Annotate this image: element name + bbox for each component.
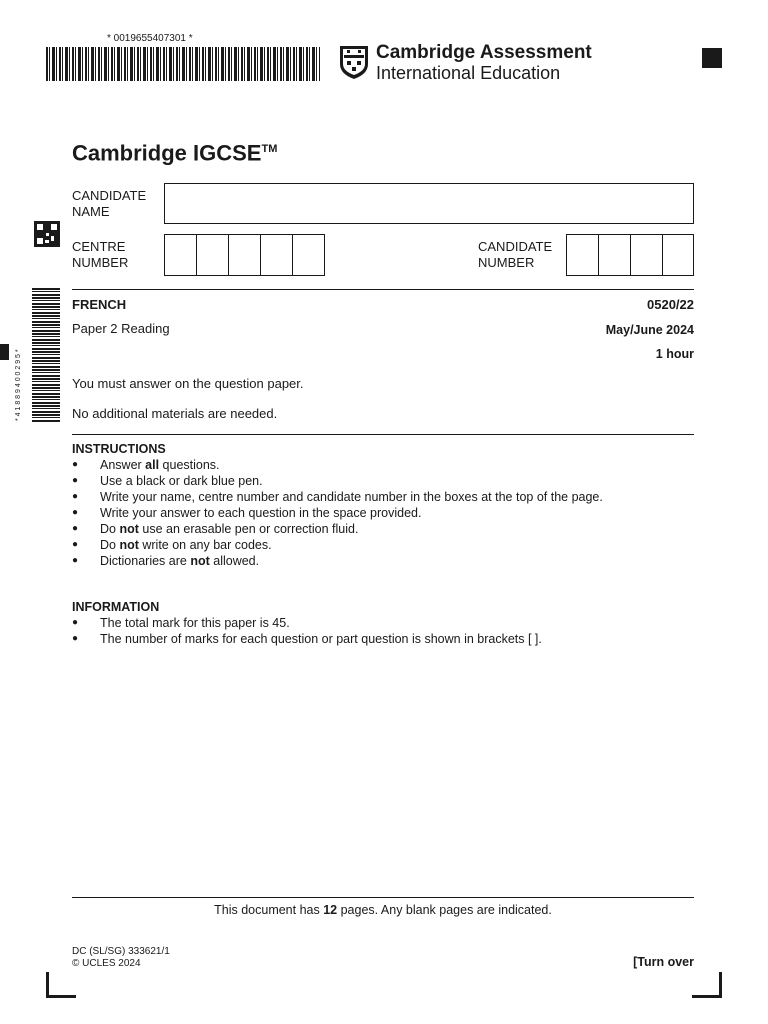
candidate-number-label: CANDIDATE NUMBER <box>478 239 553 270</box>
centre-number-box-3[interactable] <box>228 234 261 276</box>
list-item: ● The total mark for this paper is 45. <box>72 615 542 631</box>
edge-mark <box>0 344 9 360</box>
centre-number-box-1[interactable] <box>164 234 197 276</box>
answer-note: You must answer on the question paper. <box>72 376 304 391</box>
top-barcode <box>46 47 320 81</box>
exam-session: May/June 2024 <box>605 323 694 337</box>
registration-mark <box>702 48 722 68</box>
org-name-line2: International Education <box>376 63 561 83</box>
information-list <box>72 615 542 647</box>
list-item: ● Write your name, centre number and candidate number in the boxes at the top of the page. <box>72 489 603 505</box>
subject-title: FRENCH <box>72 297 127 312</box>
exam-duration: 1 hour <box>655 347 694 361</box>
divider-middle <box>72 434 694 435</box>
information-heading: INFORMATION <box>72 600 160 614</box>
centre-number-box-2[interactable] <box>196 234 229 276</box>
side-barcode <box>32 288 60 422</box>
crop-mark-left-horizontal <box>46 995 76 998</box>
barcode-number: * 0019655407301 * <box>107 33 193 44</box>
document-reference: DC (SL/SG) 333621/1 © UCLES 2024 <box>72 946 170 969</box>
list-item: ● Dictionaries are not allowed. <box>72 553 603 569</box>
university-crest-icon <box>338 44 370 80</box>
candidate-name-label: CANDIDATE NAME <box>72 188 147 219</box>
list-item: ● The number of marks for each question or part question is shown in brackets [ ]. <box>72 631 542 647</box>
side-barcode-number: * 4 1 8 8 9 4 0 0 2 9 5 * <box>15 349 22 421</box>
materials-note: No additional materials are needed. <box>72 406 278 421</box>
centre-number-label: CENTRE NUMBER <box>72 239 129 270</box>
list-item: ● Write your answer to each question in the space provided. <box>72 505 603 521</box>
candidate-number-box-4[interactable] <box>662 234 694 276</box>
crop-mark-right-horizontal <box>692 995 722 998</box>
divider-top <box>72 289 694 290</box>
candidate-number-box-1[interactable] <box>566 234 599 276</box>
centre-number-box-4[interactable] <box>260 234 293 276</box>
org-name-line1: Cambridge Assessment <box>376 42 592 63</box>
instructions-list <box>72 457 603 569</box>
candidate-name-field[interactable] <box>164 183 694 224</box>
divider-footer <box>72 897 694 898</box>
page-count-note: This document has 12 pages. Any blank pages are indicated. <box>214 903 552 917</box>
paper-code: 0520/22 <box>647 297 694 312</box>
candidate-number-box-3[interactable] <box>630 234 663 276</box>
list-item: ● Do not write on any bar codes. <box>72 537 603 553</box>
qualification-title: Cambridge IGCSE™ <box>72 140 278 166</box>
list-item: ● Use a black or dark blue pen. <box>72 473 603 489</box>
qr-code <box>34 221 60 247</box>
list-item: ● Answer all questions. <box>72 457 603 473</box>
centre-number-box-5[interactable] <box>292 234 325 276</box>
candidate-number-box-2[interactable] <box>598 234 631 276</box>
list-item: ● Do not use an erasable pen or correction fluid. <box>72 521 603 537</box>
paper-title: Paper 2 Reading <box>72 321 170 336</box>
turn-over-label: [Turn over <box>633 955 694 969</box>
instructions-heading: INSTRUCTIONS <box>72 442 166 456</box>
